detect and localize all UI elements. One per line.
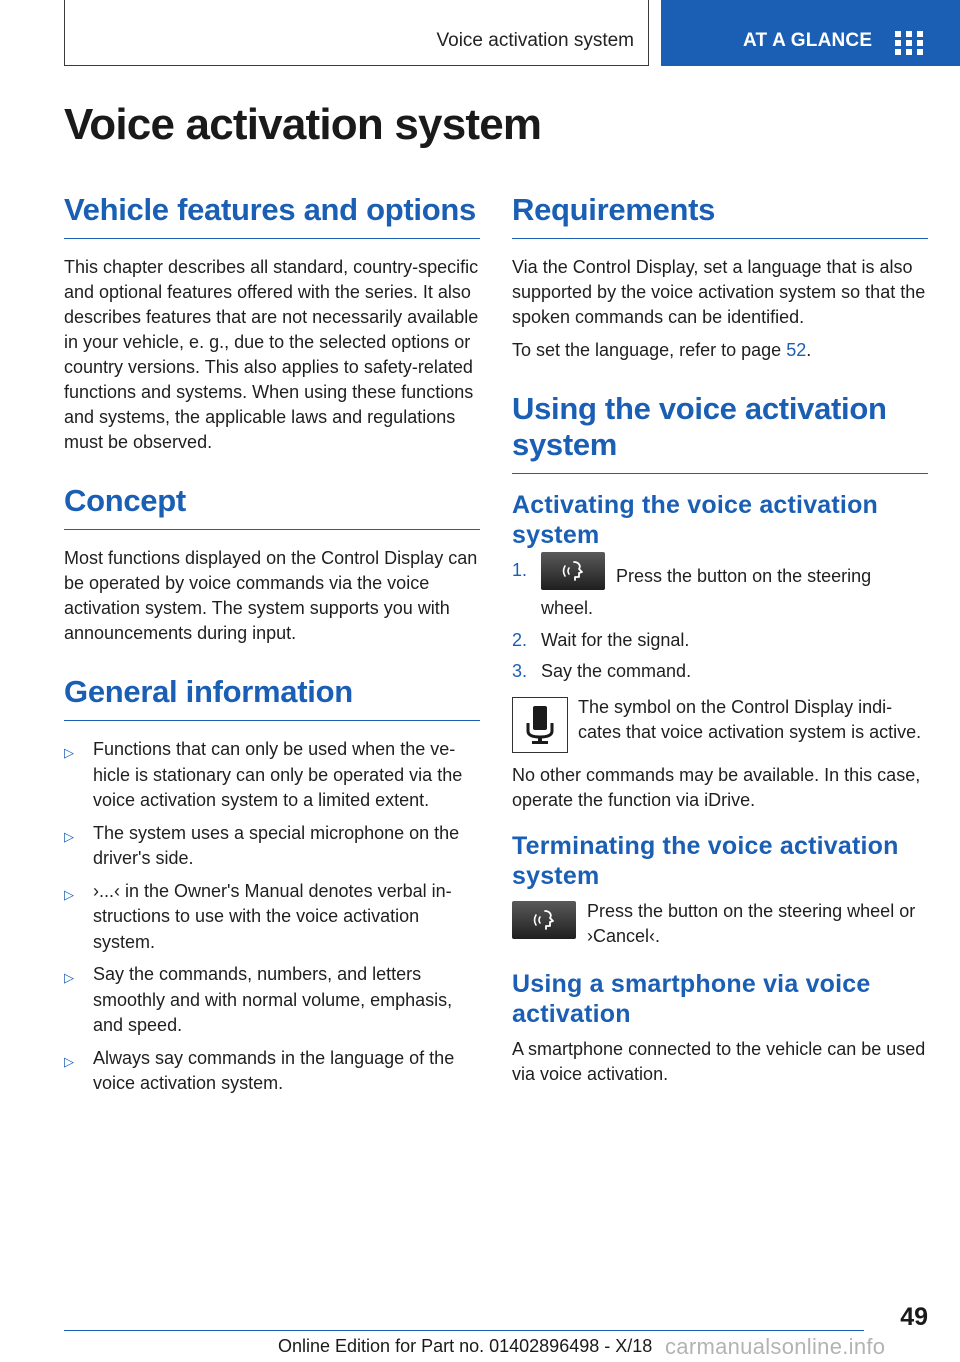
- smartphone-heading: Using a smartphone via voice activation: [512, 969, 871, 1028]
- vehicle-features-heading: Vehicle features and options: [64, 192, 480, 239]
- microphone-icon: [512, 697, 568, 753]
- header-section-box: [64, 0, 649, 66]
- list-item: 1. Press the button on the steering wheel.: [512, 558, 928, 622]
- list-item: 3. Say the command.: [512, 661, 692, 681]
- requirements-section: [512, 192, 928, 363]
- symbol-row: [512, 695, 928, 751]
- header-chapter-tab[interactable]: [661, 0, 960, 66]
- activating-steps: [512, 558, 928, 685]
- activating-note: No other commands may be available. In this case, operate the function via iDrive.: [512, 764, 921, 810]
- footer-divider: [64, 1330, 864, 1331]
- list-item: ▷ Functions that can only be used when the vehicle is stationary can only be operated via the voice activation system to a limited extent.: [64, 739, 463, 810]
- watermark: carmanualsonline.info: [665, 1334, 886, 1359]
- activating-heading: Activating the voice activation system: [512, 491, 879, 549]
- voice-button-icon: [512, 901, 576, 939]
- voice-button-icon: [541, 552, 605, 590]
- right-column: [512, 192, 928, 1095]
- terminating-heading: Terminating the voice activation system: [512, 831, 899, 890]
- requirements-reference: To set the language, refer to page 52.: [512, 340, 812, 360]
- general-information-list: [64, 737, 480, 1097]
- vehicle-features-section: [64, 192, 480, 455]
- list-item: ▷ Always say commands in the language of the voice activation system.: [64, 1047, 455, 1093]
- triangle-bullet-icon: ▷: [64, 745, 74, 760]
- requirements-text: Via the Control Display, set a language that is also supported by the voice activation system so that the spoken commands can be identified.: [512, 257, 926, 327]
- list-item: ▷ Say the commands, numbers, and letters smoothly and with normal volume, emphasis, and speed.: [64, 964, 453, 1035]
- terminating-text: Press the button on the steering wheel or ›Cancel‹.: [587, 900, 916, 946]
- triangle-bullet-icon: ▷: [64, 970, 74, 985]
- page-title: Voice activation system: [64, 100, 542, 149]
- header-section-title: Voice activation system: [436, 30, 634, 51]
- symbol-text: The symbol on the Control Display indicates that voice activation system is active.: [578, 696, 922, 742]
- list-item: ▷ The system uses a special microphone on the driver's side.: [64, 822, 460, 868]
- list-item: 2. Wait for the signal.: [512, 629, 690, 650]
- vehicle-features-text: This chapter describes all standard, country-specific and optional features offered with the series. It also describes features that are not necessarily available in your vehicle, e. g., due to the selected options or country versions. This also applies to safety-related functions and systems. When using these functions and systems, the applicable laws and regulations must be observed.: [64, 257, 479, 452]
- using-voice-heading: Using the voice activation system: [512, 391, 928, 474]
- general-information-section: [64, 674, 480, 1097]
- concept-heading: Concept: [64, 483, 480, 530]
- using-voice-section: [512, 391, 928, 1087]
- concept-text: Most functions displayed on the Control Display can be operated by voice commands via the voice activation system. The system supports you with announcements during input.: [64, 548, 478, 643]
- smartphone-text: A smartphone connected to the vehicle can be used via voice activation.: [512, 1038, 926, 1084]
- page-link[interactable]: 52: [786, 340, 807, 360]
- list-item: ▷ ›...‹ in the Owner's Manual denotes verbal instructions to use with the voice activation system.: [64, 880, 452, 952]
- triangle-bullet-icon: ▷: [64, 1053, 74, 1069]
- general-information-heading: General information: [64, 674, 480, 721]
- header-chapter-label: AT A GLANCE: [743, 30, 873, 51]
- terminating-row: [512, 899, 928, 949]
- triangle-bullet-icon: ▷: [64, 886, 74, 902]
- concept-section: [64, 483, 480, 646]
- triangle-bullet-icon: ▷: [64, 828, 74, 844]
- requirements-heading: Requirements: [512, 192, 928, 239]
- left-column: [64, 192, 480, 1104]
- page-number: 49: [900, 1303, 928, 1331]
- edition-text: Online Edition for Part no. 01402896498 - X/18: [278, 1336, 653, 1356]
- grid-icon: [895, 31, 923, 53]
